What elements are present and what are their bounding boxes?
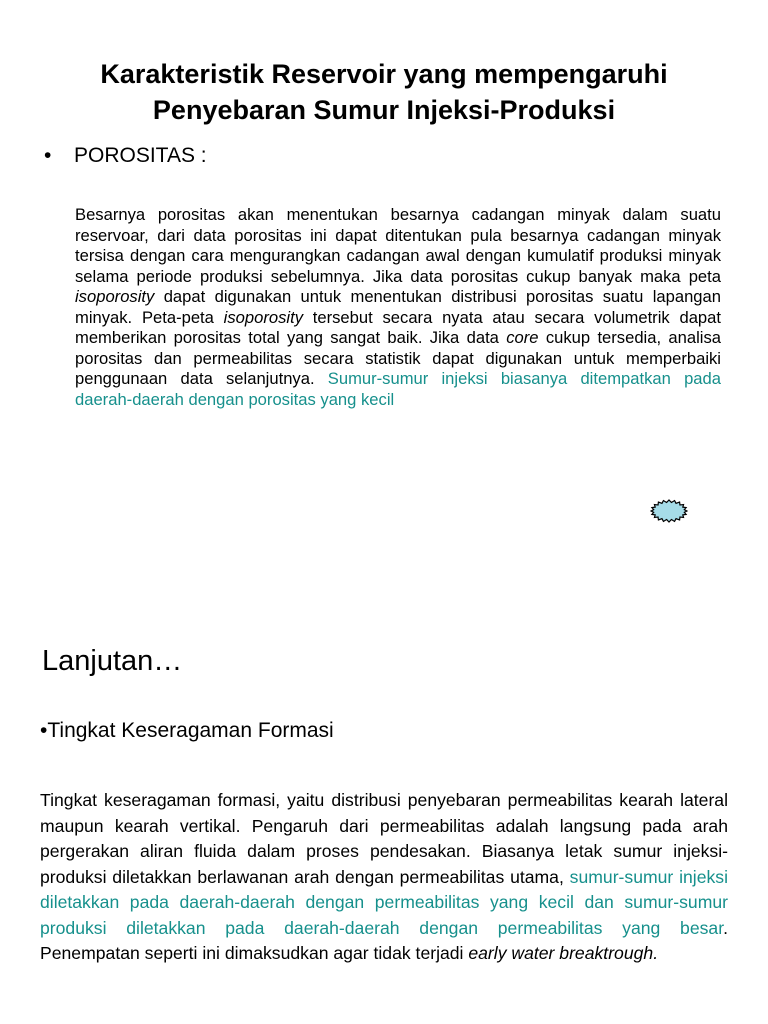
porositas-paragraph <box>75 205 721 410</box>
bullet-keseragaman <box>40 717 334 745</box>
slide-title <box>0 56 768 128</box>
slide-lanjutan <box>0 600 768 1024</box>
slide-title-line-1: Karakteristik Reservoir yang mempengaruhi <box>100 59 668 90</box>
keseragaman-paragraph <box>40 788 728 967</box>
highlight-text: sumur-sumur injeksi diletakkan pada daerah-daerah dengan permeabilitas yang kecil dan sumur-sumur produksi diletakkan pada daerah-daerah dengan permeabilitas yang besar <box>40 866 728 938</box>
bullet-label: Tingkat Keseragaman Formasi <box>47 719 334 742</box>
bullet-label: POROSITAS : <box>74 144 207 167</box>
sun-burst-icon <box>650 499 688 523</box>
term-core: core <box>506 328 539 347</box>
slide-title-line-2: Penyebaran Sumur Injeksi-Produksi <box>152 95 616 126</box>
paragraph-text: . Penempatan seperti ini dimaksudkan agar tidak terjadi <box>40 917 728 963</box>
bullet-dot: • <box>40 719 48 742</box>
paragraph-text: tersebut secara nyata atau secara volumetrik dapat memberikan porositas total yang sangat baik. Jika data <box>75 307 721 347</box>
paragraph-text: dapat digunakan untuk menentukan distribusi porositas suatu lapangan minyak. Peta-peta <box>75 287 721 327</box>
slide-heading: Lanjutan… <box>42 645 183 677</box>
term-isoporosity: isoporosity <box>223 307 303 327</box>
bullet-porositas <box>44 142 207 170</box>
paragraph-text: cukup tersedia, analisa porositas dan permeabilitas secara statistik dapat digunakan untuk memperbaiki penggunaan data selanjutnya. <box>75 328 721 388</box>
paragraph-text: Tingkat keseragaman formasi, yaitu distribusi penyebaran permeabilitas kearah lateral maupun kearah vertikal. Pengaruh dari permeabilitas adalah langsung pada arah pergerakan aliran fluida dalam proses pendesakan. Biasanya letak sumur injeksi-produksi diletakkan berlawanan arah dengan permeabilitas utama, <box>40 790 728 887</box>
term-isoporosity: isoporosity <box>75 287 155 306</box>
sun-burst-shape <box>651 500 687 522</box>
bullet-dot: • <box>44 144 52 167</box>
term-early-water-breakthrough: early water breaktrough. <box>468 943 659 963</box>
paragraph-text: Besarnya porositas akan menentukan besarnya cadangan minyak dalam suatu reservoar, dari data porositas ini dapat ditentukan pula besarnya cadangan minyak tersisa dengan cara mengurangkan cadangan awal dengan kumulatif produksi minyak selama periode produksi sebelumnya. Jika data porositas cukup banyak maka peta <box>75 205 721 286</box>
highlight-text: Sumur-sumur injeksi biasanya ditempatkan pada daerah-daerah dengan porositas yang kecil <box>75 369 721 409</box>
